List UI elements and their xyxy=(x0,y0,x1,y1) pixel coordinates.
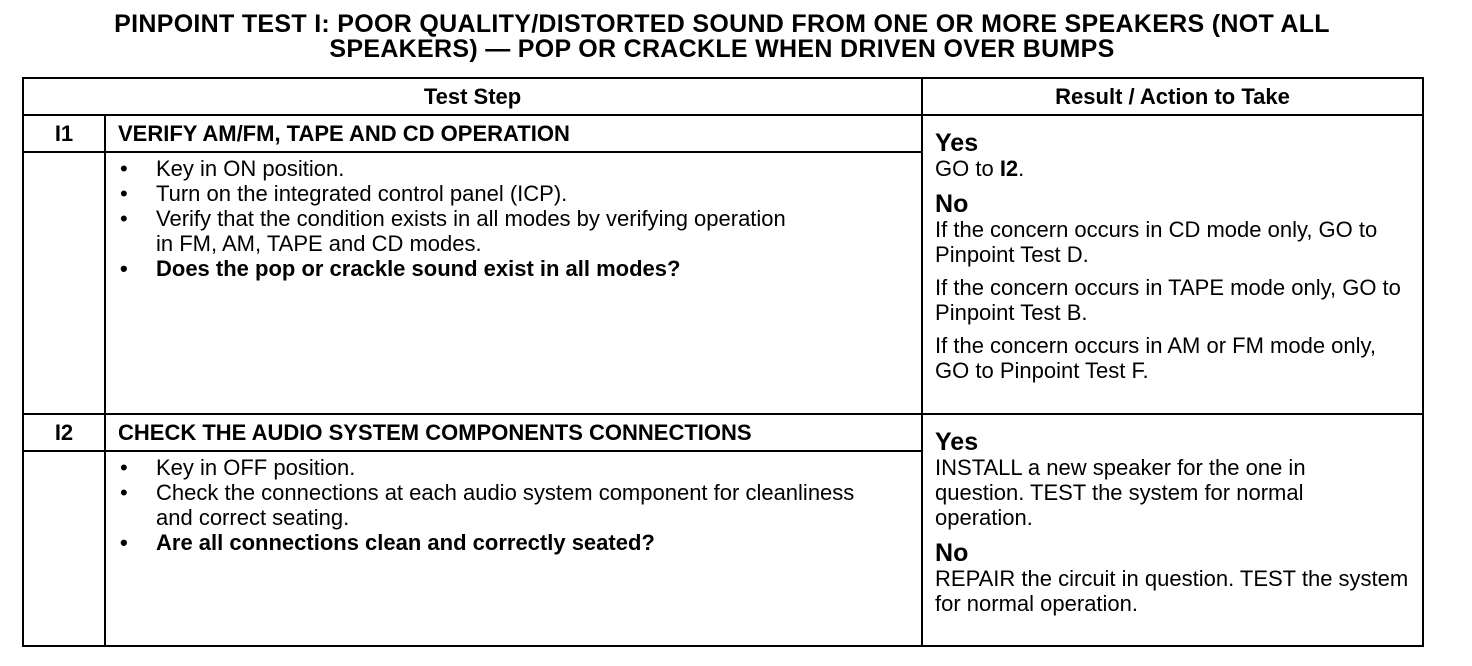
header-test-step: Test Step xyxy=(23,78,922,115)
yes-action-ref: I2 xyxy=(999,156,1019,181)
yes-action-suffix: . xyxy=(1018,156,1025,181)
no-action: REPAIR the circuit in question. TEST the system for normal operation. xyxy=(935,566,1409,616)
step-result-cell xyxy=(922,115,1423,414)
step-question: • Does the pop or crackle sound exist in all modes? xyxy=(156,256,921,281)
step-id-blank xyxy=(23,451,105,646)
no-action: If the concern occurs in TAPE mode only, GO to Pinpoint Test B. xyxy=(935,275,1401,325)
step-result-cell xyxy=(922,414,1423,646)
pinpoint-test-table xyxy=(22,77,1424,647)
step-details xyxy=(105,451,922,646)
yes-action xyxy=(935,156,1412,181)
step-id: I1 xyxy=(23,115,105,152)
no-label: No xyxy=(935,190,969,218)
step-details xyxy=(105,152,922,414)
step-id-blank xyxy=(23,152,105,414)
yes-action-text: GO to xyxy=(935,156,1000,181)
step-title: CHECK THE AUDIO SYSTEM COMPONENTS CONNECTIONS xyxy=(105,414,922,451)
no-label: No xyxy=(935,539,969,567)
yes-label: Yes xyxy=(935,428,979,456)
step-id: I2 xyxy=(23,414,105,451)
step-question: • Are all connections clean and correctly seated? xyxy=(156,530,921,555)
title-line-2: SPEAKERS) — POP OR CRACKLE WHEN DRIVEN OVER BUMPS xyxy=(329,35,1115,63)
no-action: If the concern occurs in AM or FM mode only, GO to Pinpoint Test F. xyxy=(935,333,1377,383)
no-action: If the concern occurs in CD mode only, GO to Pinpoint Test D. xyxy=(935,217,1378,267)
step-title: VERIFY AM/FM, TAPE AND CD OPERATION xyxy=(105,115,922,152)
step-item: • Verify that the condition exists in all modes by verifying operation in FM, AM, TAPE and CD modes. xyxy=(156,206,921,256)
header-result-action: Result / Action to Take xyxy=(922,78,1423,115)
step-item: • Key in ON position. xyxy=(156,156,921,181)
yes-action: INSTALL a new speaker for the one in question. TEST the system for normal operation. xyxy=(935,455,1306,530)
step-item: • Key in OFF position. xyxy=(156,455,921,480)
page-title xyxy=(22,12,1422,62)
title-line-1: PINPOINT TEST I: POOR QUALITY/DISTORTED SOUND FROM ONE OR MORE SPEAKERS (NOT ALL xyxy=(114,10,1330,38)
yes-label: Yes xyxy=(935,129,979,157)
step-item: • Turn on the integrated control panel (ICP). xyxy=(156,181,921,206)
step-item: • Check the connections at each audio system component for cleanliness and correct seating. xyxy=(156,480,921,530)
